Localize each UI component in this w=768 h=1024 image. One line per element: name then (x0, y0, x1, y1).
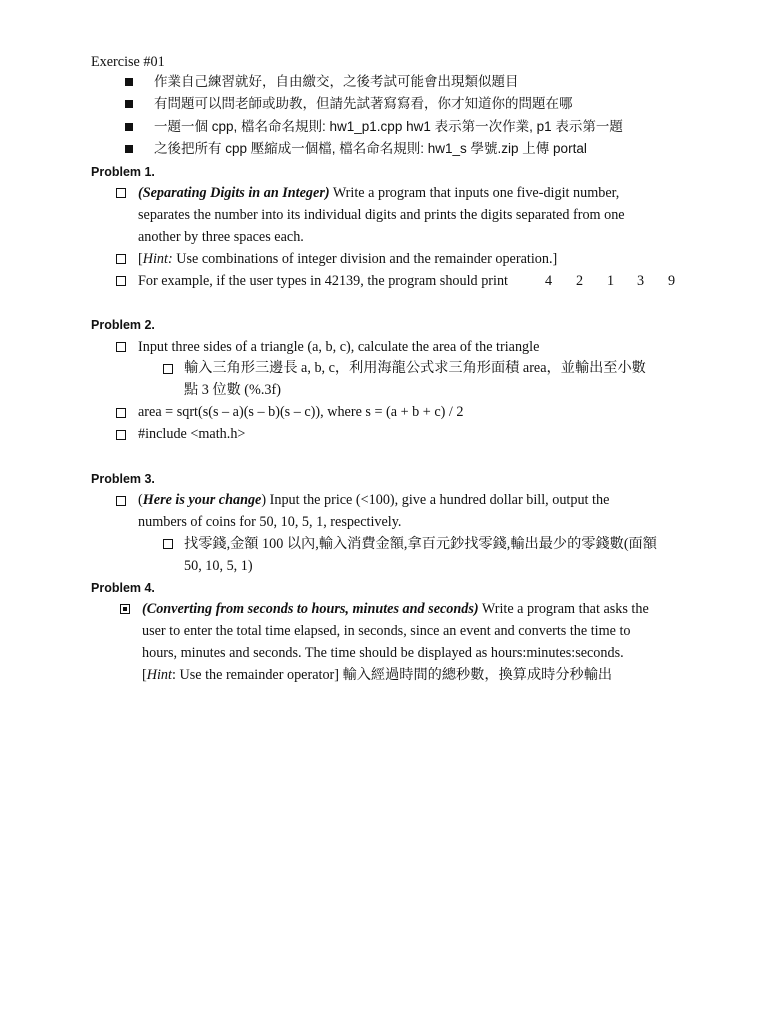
problem-1-item-1-line-3: another by three spaces each. (138, 229, 304, 245)
checkbox-icon (116, 188, 126, 198)
checkbox-icon (116, 276, 126, 286)
intro-bullet-2: 有問題可以問老師或助教，但請先試著寫寫看，你才知道你的問題在哪 (154, 96, 573, 111)
problem-4-item-1-line-3: hours, minutes and seconds. The time should be displayed as hours:minutes:seconds. (142, 645, 624, 661)
checkbox-icon (163, 364, 173, 374)
example-digit: 9 (668, 273, 676, 289)
problem-3-item-1-line-2: numbers of coins for 50, 10, 5, 1, respectively. (138, 514, 402, 530)
bullet-square-icon (125, 123, 133, 131)
problem-3-item-1-line-1: (Here is your change) Input the price (<100), give a hundred dollar bill, output the (138, 492, 610, 508)
problem-2-formula: area = sqrt(s(s – a)(s – b)(s – c)), where s = (a + b + c) / 2 (138, 404, 464, 420)
bullet-square-icon (125, 145, 133, 153)
example-digit: 2 (576, 273, 584, 289)
bullet-square-icon (125, 78, 133, 86)
problem-2-sub-line-1: 輸入三角形三邊長 a, b, c，利用海龍公式求三角形面積 area，並輸出至小數 (184, 360, 646, 376)
problem-1-heading: Problem 1. (91, 165, 155, 179)
problem-1-item-1-line-1: (Separating Digits in an Integer) Write a program that inputs one five-digit number, (138, 185, 620, 201)
intro-bullet-4: 之後把所有 cpp 壓縮成一個檔, 檔名命名規則: hw1_s 學號.zip 上傳 portal (154, 141, 587, 156)
checkbox-icon (116, 254, 126, 264)
page-title: Exercise #01 (91, 54, 165, 70)
problem-2-heading: Problem 2. (91, 318, 155, 332)
problem-3-sub-line-2: 50, 10, 5, 1) (184, 558, 253, 574)
problem-3-sub-line-1: 找零錢,金額 100 以內,輸入消費金額,拿百元鈔找零錢,輸出最少的零錢數(面額 (184, 536, 657, 552)
intro-bullet-1: 作業自己練習就好，自由繳交，之後考試可能會出現類似題目 (154, 74, 519, 89)
problem-1-hint: [Hint: Use combinations of integer division and the remainder operation.] (138, 251, 558, 267)
problem-4-item-1-line-2: user to enter the total time elapsed, in seconds, since an event and converts the time to (142, 623, 631, 639)
problem-4-item-1-line-4: [Hint: Use the remainder operator] 輸入經過時間的總秒數，換算成時分秒輸出 (142, 667, 613, 683)
example-digit: 1 (607, 273, 615, 289)
problem-4-item-1-line-1: (Converting from seconds to hours, minutes and seconds) Write a program that asks the (142, 601, 649, 617)
problem-3-heading: Problem 3. (91, 472, 155, 486)
checked-box-icon (120, 604, 130, 614)
checkbox-icon (116, 342, 126, 352)
problem-2-item-1: Input three sides of a triangle (a, b, c), calculate the area of the triangle (138, 339, 540, 355)
problem-1-example: For example, if the user types in 42139, the program should print (138, 273, 508, 289)
intro-bullet-3: 一題一個 cpp, 檔名命名規則: hw1_p1.cpp hw1 表示第一次作業, p1 表示第一題 (154, 119, 623, 134)
problem-4-heading: Problem 4. (91, 581, 155, 595)
checkbox-icon (163, 539, 173, 549)
checkbox-icon (116, 430, 126, 440)
example-digit: 3 (637, 273, 645, 289)
example-digit: 4 (545, 273, 553, 289)
problem-2-include: #include <math.h> (138, 426, 246, 442)
checkbox-icon (116, 408, 126, 418)
bullet-square-icon (125, 100, 133, 108)
problem-1-item-1-line-2: separates the number into its individual digits and prints the digits separated from one (138, 207, 625, 223)
checkbox-icon (116, 496, 126, 506)
problem-2-sub-line-2: 點 3 位數 (%.3f) (184, 382, 281, 398)
